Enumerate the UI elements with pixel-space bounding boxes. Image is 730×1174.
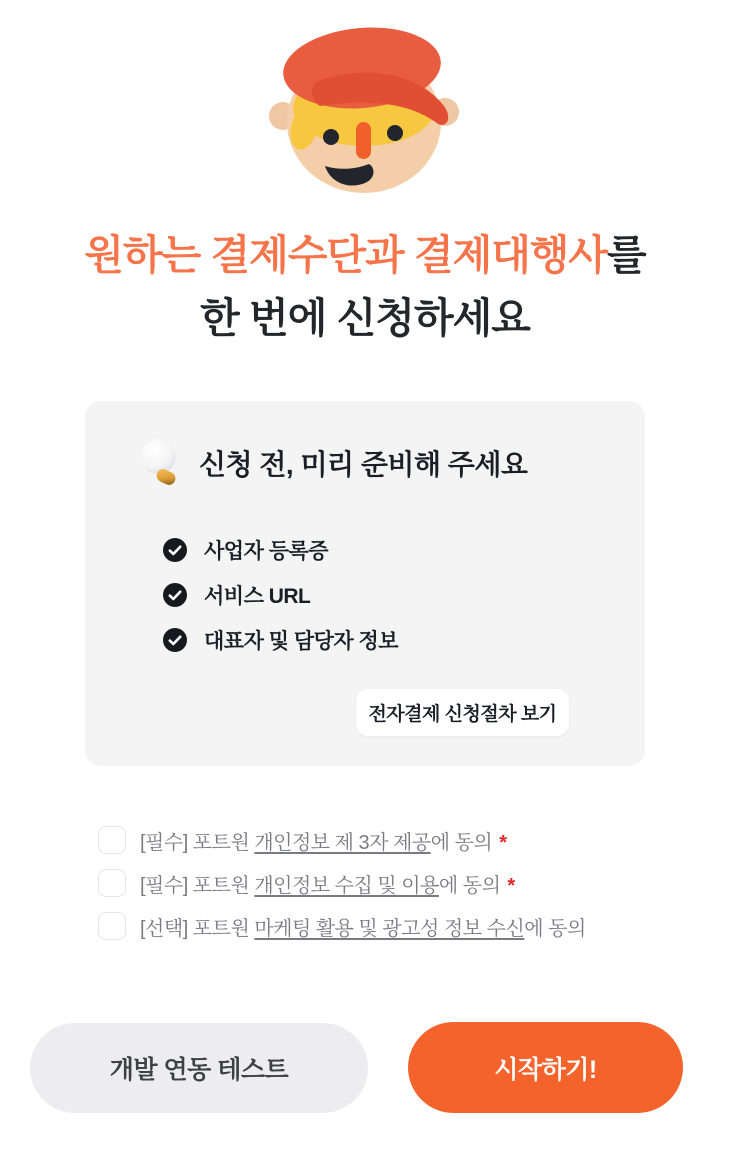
- agreement-label: [140, 869, 515, 898]
- agreement-checkbox-third-party[interactable]: [98, 826, 126, 854]
- prepare-card-title: 신청 전, 미리 준비해 주세요: [199, 449, 528, 480]
- checklist-item: [163, 628, 398, 652]
- checklist-item-label: 사업자 등록증: [204, 540, 329, 563]
- agreement-row: [98, 826, 668, 854]
- agreement-checkbox-marketing[interactable]: [98, 912, 126, 940]
- checklist-item-label: 대표자 및 담당자 정보: [204, 630, 399, 653]
- mascot-illustration: [268, 20, 460, 200]
- check-circle-icon: [163, 628, 187, 652]
- lightbulb-icon: [137, 437, 185, 489]
- agreement-suffix: 에 동의: [524, 917, 586, 940]
- required-asterisk: *: [499, 831, 507, 854]
- agreement-section: [98, 826, 668, 955]
- check-circle-icon: [163, 583, 187, 607]
- headline-line2: 한 번에 신청하세요: [200, 295, 530, 341]
- agreement-prefix: [필수] 포트원: [140, 874, 255, 897]
- page-title: [0, 224, 730, 350]
- agreement-checkbox-collection[interactable]: [98, 869, 126, 897]
- checklist-item: [163, 583, 398, 607]
- agreement-suffix: 에 동의: [438, 874, 501, 897]
- headline-rest: 를: [607, 232, 646, 278]
- headline-highlight: 원하는 결제수단과 결제대행사: [84, 232, 608, 278]
- agreement-prefix: [필수] 포트원: [140, 831, 255, 854]
- prepare-card: [85, 401, 645, 766]
- marketing-consent-link[interactable]: 마케팅 활용 및 광고성 정보 수신: [254, 917, 525, 940]
- prepare-checklist: [163, 538, 398, 673]
- required-asterisk: *: [507, 874, 515, 897]
- agreement-label: [140, 826, 507, 855]
- headline-line1: [0, 224, 730, 287]
- agreement-row: [98, 869, 668, 897]
- privacy-third-party-link[interactable]: 개인정보 제 3자 제공: [254, 831, 431, 854]
- boy-red-cap-icon: [268, 20, 460, 200]
- check-circle-icon: [163, 538, 187, 562]
- dev-integration-test-button[interactable]: 개발 연동 테스트: [30, 1023, 368, 1113]
- privacy-collection-link[interactable]: 개인정보 수집 및 이용: [254, 874, 439, 897]
- agreement-suffix: 에 동의: [430, 831, 493, 854]
- agreement-label: [140, 912, 593, 941]
- checklist-item-label: 서비스 URL: [204, 585, 311, 608]
- prepare-card-header: [137, 437, 527, 489]
- checklist-item: [163, 538, 398, 562]
- agreement-row: [98, 912, 668, 940]
- start-button[interactable]: 시작하기!: [408, 1022, 683, 1113]
- view-procedure-button[interactable]: 전자결제 신청절차 보기: [356, 689, 569, 736]
- agreement-prefix: [선택] 포트원: [140, 917, 255, 940]
